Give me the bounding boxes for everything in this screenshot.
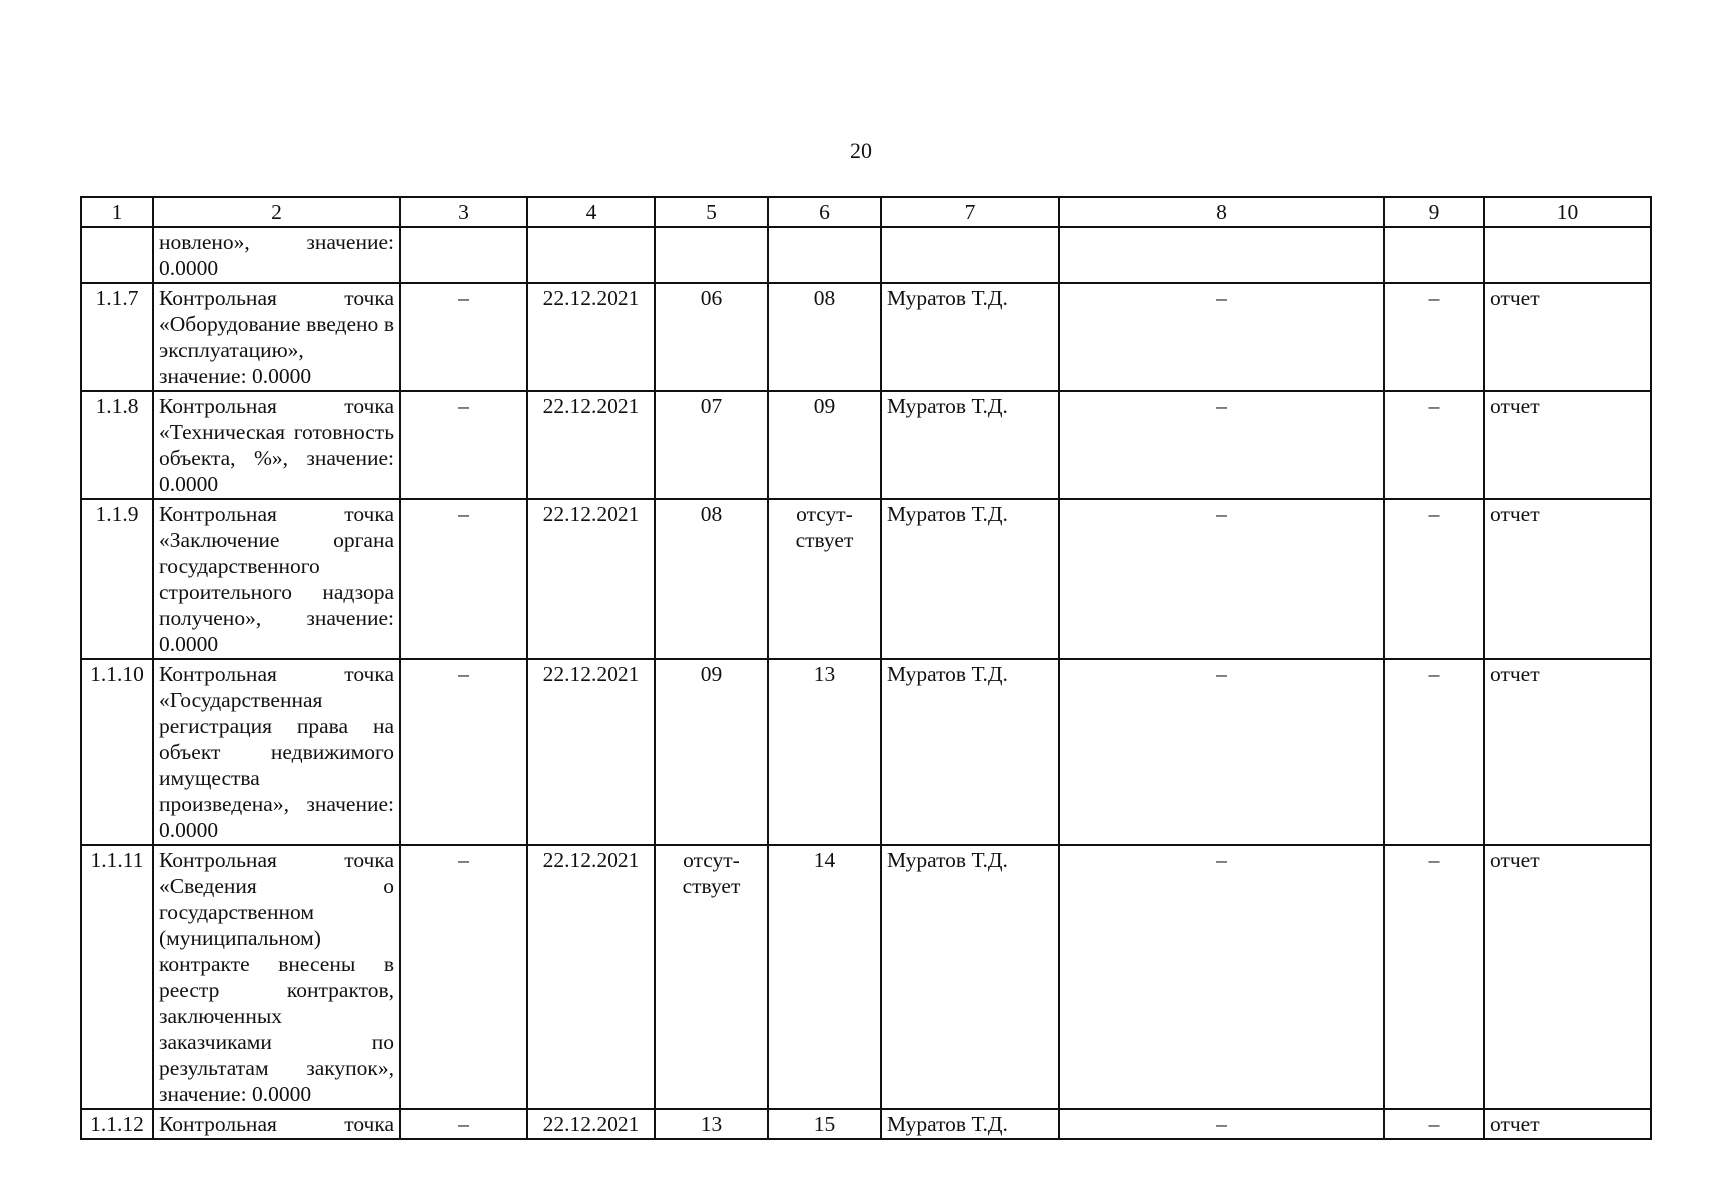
cell-date: 22.12.2021 bbox=[527, 391, 655, 499]
table-row bbox=[81, 659, 1651, 845]
row-number: 1.1.8 bbox=[81, 391, 153, 499]
row-number: 1.1.11 bbox=[81, 845, 153, 1109]
column-header: 7 bbox=[881, 197, 1059, 227]
cell-col3: – bbox=[400, 659, 527, 845]
row-number: 1.1.9 bbox=[81, 499, 153, 659]
cell-responsible bbox=[881, 227, 1059, 283]
cell-col5: 09 bbox=[655, 659, 768, 845]
cell-col8: – bbox=[1059, 499, 1384, 659]
cell-report: отчет bbox=[1484, 845, 1651, 1109]
cell-date: 22.12.2021 bbox=[527, 283, 655, 391]
cell-col8: – bbox=[1059, 659, 1384, 845]
column-header: 4 bbox=[527, 197, 655, 227]
table-row bbox=[81, 227, 1651, 283]
cell-col9: – bbox=[1384, 391, 1484, 499]
cell-col8: – bbox=[1059, 845, 1384, 1109]
control-point-name: Контрольная точка «Заключение органа государственного строительного надзора получено», значение: 0.0000 bbox=[153, 499, 400, 659]
cell-col3: – bbox=[400, 391, 527, 499]
row-number: 1.1.7 bbox=[81, 283, 153, 391]
row-number bbox=[81, 227, 153, 283]
column-header: 8 bbox=[1059, 197, 1384, 227]
cell-col9 bbox=[1384, 227, 1484, 283]
header-row bbox=[81, 197, 1651, 227]
table-row bbox=[81, 391, 1651, 499]
cell-report: отчет bbox=[1484, 659, 1651, 845]
column-header: 2 bbox=[153, 197, 400, 227]
cell-responsible: Муратов Т.Д. bbox=[881, 659, 1059, 845]
cell-col5: 13 bbox=[655, 1109, 768, 1139]
cell-col9: – bbox=[1384, 659, 1484, 845]
cell-responsible: Муратов Т.Д. bbox=[881, 1109, 1059, 1139]
page-number: 20 bbox=[850, 138, 872, 163]
column-header: 6 bbox=[768, 197, 881, 227]
cell-col8: – bbox=[1059, 283, 1384, 391]
cell-report: отчет bbox=[1484, 283, 1651, 391]
cell-col8: – bbox=[1059, 391, 1384, 499]
row-number: 1.1.10 bbox=[81, 659, 153, 845]
cell-col3: – bbox=[400, 499, 527, 659]
cell-col3 bbox=[400, 227, 527, 283]
column-header: 3 bbox=[400, 197, 527, 227]
control-point-name: Контрольная точка «Сведения о государственном (муниципальном) контракте внесены в реестр контрактов, заключенных заказчиками по результатам закупок», значение: 0.0000 bbox=[153, 845, 400, 1109]
cell-responsible: Муратов Т.Д. bbox=[881, 283, 1059, 391]
table-row bbox=[81, 283, 1651, 391]
cell-report: отчет bbox=[1484, 1109, 1651, 1139]
control-point-name: Контрольная точка «Оборудование введено в эксплуатацию», значение: 0.0000 bbox=[153, 283, 400, 391]
cell-col9: – bbox=[1384, 1109, 1484, 1139]
cell-col5 bbox=[655, 227, 768, 283]
cell-date bbox=[527, 227, 655, 283]
cell-col3: – bbox=[400, 845, 527, 1109]
cell-col5: 06 bbox=[655, 283, 768, 391]
cell-date: 22.12.2021 bbox=[527, 1109, 655, 1139]
cell-col5: отсут-ствует bbox=[655, 845, 768, 1109]
cell-responsible: Муратов Т.Д. bbox=[881, 391, 1059, 499]
cell-col6: 13 bbox=[768, 659, 881, 845]
column-header: 9 bbox=[1384, 197, 1484, 227]
cell-col6: отсут-ствует bbox=[768, 499, 881, 659]
cell-col8: – bbox=[1059, 1109, 1384, 1139]
table-row bbox=[81, 845, 1651, 1109]
cell-col3: – bbox=[400, 1109, 527, 1139]
control-point-name: Контрольная точка «Государственная регистрация права на объект недвижимого имущества произведена», значение: 0.0000 bbox=[153, 659, 400, 845]
cell-date: 22.12.2021 bbox=[527, 499, 655, 659]
schedule-table bbox=[80, 196, 1652, 1140]
cell-col6: 14 bbox=[768, 845, 881, 1109]
cell-col9: – bbox=[1384, 283, 1484, 391]
column-header: 10 bbox=[1484, 197, 1651, 227]
control-point-name: Контрольная точка bbox=[153, 1109, 400, 1139]
cell-col9: – bbox=[1384, 499, 1484, 659]
cell-col5: 08 bbox=[655, 499, 768, 659]
control-point-name: Контрольная точка «Техническая готовность объекта, %», значение: 0.0000 bbox=[153, 391, 400, 499]
cell-date: 22.12.2021 bbox=[527, 659, 655, 845]
cell-col5: 07 bbox=[655, 391, 768, 499]
cell-col6: 15 bbox=[768, 1109, 881, 1139]
cell-report: отчет bbox=[1484, 391, 1651, 499]
cell-col6: 09 bbox=[768, 391, 881, 499]
column-header: 5 bbox=[655, 197, 768, 227]
cell-date: 22.12.2021 bbox=[527, 845, 655, 1109]
cell-responsible: Муратов Т.Д. bbox=[881, 845, 1059, 1109]
control-point-name: новлено», значение: 0.0000 bbox=[153, 227, 400, 283]
cell-col6 bbox=[768, 227, 881, 283]
cell-col9: – bbox=[1384, 845, 1484, 1109]
table-row bbox=[81, 1109, 1651, 1139]
cell-col6: 08 bbox=[768, 283, 881, 391]
row-number: 1.1.12 bbox=[81, 1109, 153, 1139]
table-row bbox=[81, 499, 1651, 659]
cell-report: отчет bbox=[1484, 499, 1651, 659]
cell-col3: – bbox=[400, 283, 527, 391]
cell-responsible: Муратов Т.Д. bbox=[881, 499, 1059, 659]
cell-report bbox=[1484, 227, 1651, 283]
cell-col8 bbox=[1059, 227, 1384, 283]
column-header: 1 bbox=[81, 197, 153, 227]
